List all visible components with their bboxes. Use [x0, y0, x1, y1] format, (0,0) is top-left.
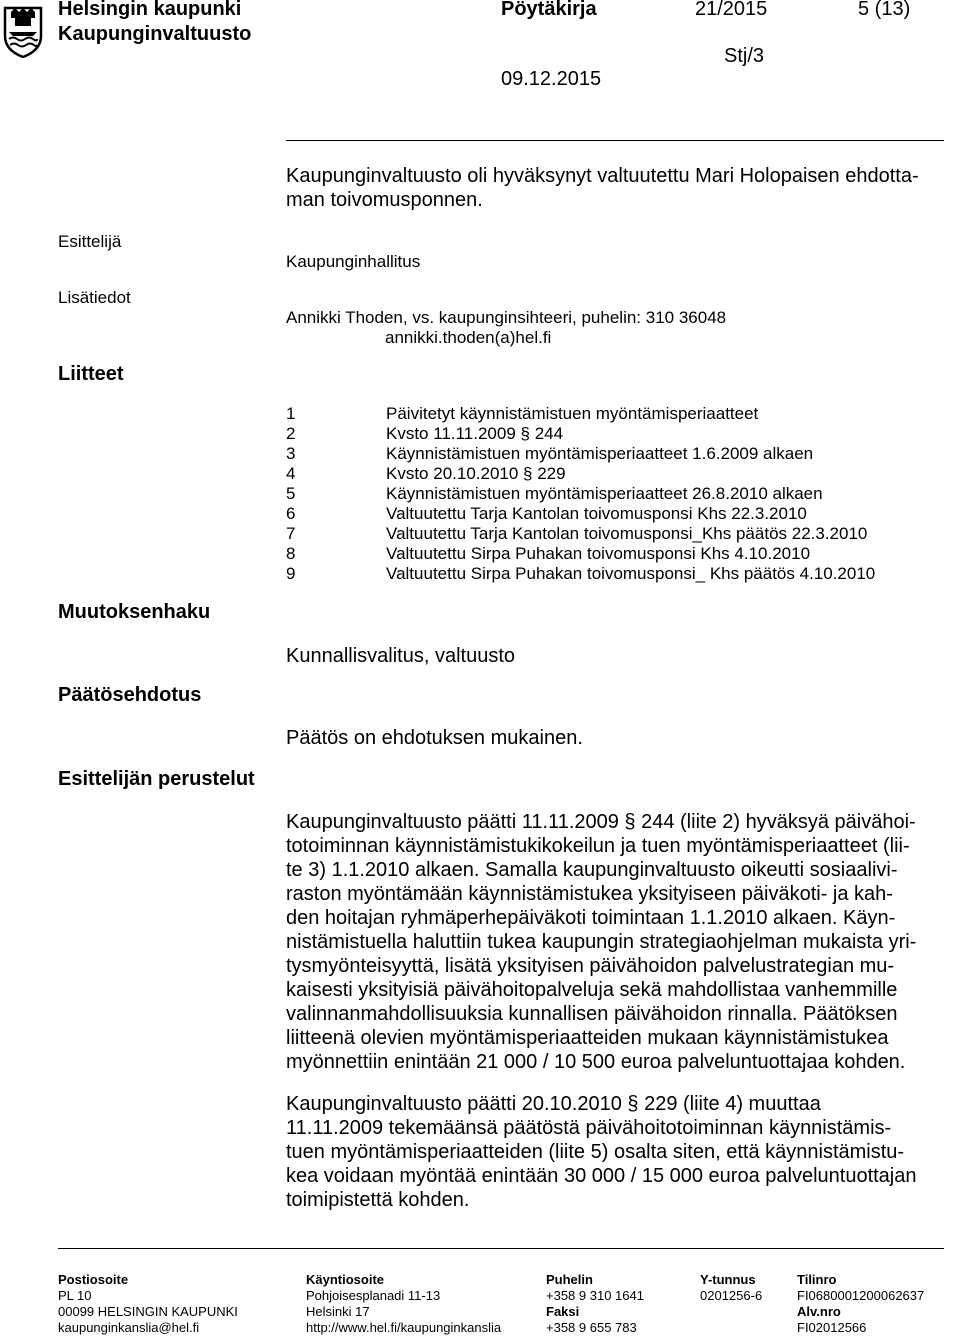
text-line: kea voidaan myöntää enintään 30 000 / 15 000 euroa palveluntuottajan	[286, 1165, 917, 1187]
attachment-item	[286, 424, 563, 444]
attachment-title: Valtuutettu Sirpa Puhakan toivomusponsi Khs 4.10.2010	[386, 544, 811, 563]
perustelut-label: Esittelijän perustelut	[58, 768, 255, 790]
muutoksenhaku-label: Muutoksenhaku	[58, 601, 211, 623]
meeting-date: 09.12.2015	[501, 68, 602, 90]
footer-label: Y-tunnus	[700, 1272, 756, 1287]
text-line: Kaupunginvaltuusto päätti 20.10.2010 § 229 (liite 4) muuttaa	[286, 1093, 821, 1115]
attachment-item	[286, 544, 810, 564]
body-name: Kaupunginvaltuusto	[58, 23, 252, 45]
attachment-item	[286, 564, 875, 584]
attachment-number: 8	[286, 544, 296, 563]
text-line: te 3) 1.1.2010 alkaen. Samalla kaupunginvaltuusto oikeutti sosiaalivi-	[286, 859, 898, 881]
doc-type: Pöytäkirja	[501, 0, 597, 20]
footer-value: 00099 HELSINGIN KAUPUNKI	[58, 1304, 238, 1319]
footer-label: Alv.nro	[797, 1304, 841, 1319]
footer-value: Helsinki 17	[306, 1304, 370, 1319]
attachment-number: 5	[286, 484, 296, 503]
text-line: valinnanmahdollisuuksia kunnallisen päivähoidon rinnalla. Päätöksen	[286, 1003, 898, 1025]
footer-value: Pohjoisesplanadi 11-13	[306, 1288, 441, 1303]
muutoksenhaku-value: Kunnallisvalitus, valtuusto	[286, 645, 516, 667]
attachment-item	[286, 444, 813, 464]
footer-value: PL 10	[58, 1288, 92, 1303]
text-line: nistämistuella haluttiin tukea kaupungin strategiaohjelman mukaista yri-	[286, 931, 917, 953]
attachment-number: 6	[286, 504, 296, 523]
lisatiedot-email: annikki.thoden(a)hel.fi	[385, 328, 552, 347]
attachment-item	[286, 404, 758, 424]
header-rule	[286, 140, 944, 141]
esittelija-label: Esittelijä	[58, 232, 122, 251]
text-line: myönnettiin enintään 21 000 / 10 500 euroa palveluntuottajaa kohden.	[286, 1051, 906, 1073]
page-number: 5 (13)	[858, 0, 911, 20]
attachment-number: 7	[286, 524, 296, 543]
lisatiedot-label: Lisätiedot	[58, 288, 131, 307]
text-line: toimipistettä kohden.	[286, 1189, 470, 1211]
footer-value: FI02012566	[797, 1320, 867, 1335]
footer-business-id	[700, 1272, 762, 1304]
attachment-title: Valtuutettu Tarja Kantolan toivomusponsi Khs 22.3.2010	[386, 504, 807, 523]
esittelija-value: Kaupunginhallitus	[286, 252, 421, 271]
text-line: den hoitajan ryhmäperhepäiväkoti toimintaan 1.1.2010 alkaen. Käyn-	[286, 907, 896, 929]
footer-visiting-address	[306, 1272, 501, 1336]
footer-value: +358 9 655 783	[546, 1320, 637, 1335]
doc-number: 21/2015	[695, 0, 768, 20]
text-line: kaisesti yksityisiä päivähoitopalveluja sekä mahdollistaa vanhemmille	[286, 979, 898, 1001]
intro-line-1: Kaupunginvaltuusto oli hyväksynyt valtuutettu Mari Holopaisen ehdotta-	[286, 165, 919, 187]
text-line: liitteenä olevien myöntämisperiaatteiden mukaan käynnistämistukea	[286, 1027, 889, 1049]
footer-value: FI0680001200062637	[797, 1288, 925, 1303]
footer-rule	[58, 1248, 944, 1249]
text-line: 11.11.2009 tekemäänsä päätöstä päivähoitotoiminnan käynnistämis-	[286, 1117, 892, 1139]
footer-label: Puhelin	[546, 1272, 593, 1287]
attachment-number: 4	[286, 464, 296, 483]
text-line: tuen myöntämisperiaatteiden (liite 5) osalta siten, että käynnistämistu-	[286, 1141, 905, 1163]
section-code: Stj/3	[724, 45, 765, 67]
lisatiedot-contact: Annikki Thoden, vs. kaupunginsihteeri, puhelin: 310 36048	[286, 308, 727, 327]
text-line: raston myöntämään käynnistämistukea yksityiseen päiväkoti- ja kah-	[286, 883, 893, 905]
footer-label: Postiosoite	[58, 1272, 129, 1287]
paatosehdotus-label: Päätösehdotus	[58, 684, 202, 706]
attachment-item	[286, 464, 566, 484]
attachment-title: Valtuutettu Sirpa Puhakan toivomusponsi_ Khs päätös 4.10.2010	[386, 564, 876, 583]
footer-url[interactable]: http://www.hel.fi/kaupunginkanslia	[306, 1320, 502, 1335]
text-line: totoiminnan käynnistämistukikokeilun ja tuen myöntämisperiaatteet (lii-	[286, 835, 910, 857]
footer-value: 0201256-6	[700, 1288, 763, 1303]
attachment-title: Käynnistämistuen myöntämisperiaatteet 1.6.2009 alkaen	[386, 444, 814, 463]
footer-label: Tilinro	[797, 1272, 837, 1287]
footer-label: Faksi	[546, 1304, 580, 1319]
attachment-title: Päivitetyt käynnistämistuen myöntämisperiaatteet	[386, 404, 759, 423]
attachment-number: 9	[286, 564, 296, 583]
footer-label: Käyntiosoite	[306, 1272, 385, 1287]
attachment-item	[286, 484, 823, 504]
liitteet-label: Liitteet	[58, 363, 124, 385]
paatosehdotus-value: Päätös on ehdotuksen mukainen.	[286, 727, 583, 749]
attachment-title: Valtuutettu Tarja Kantolan toivomusponsi_Khs päätös 22.3.2010	[386, 524, 868, 543]
footer-phone	[546, 1272, 644, 1336]
helsinki-crest-logo	[3, 6, 43, 58]
text-line: tysmyönteisyyttä, lisätä yksityisen päivähoidon palvelustrategian mu-	[286, 955, 895, 977]
org-name: Helsingin kaupunki	[58, 0, 242, 20]
attachment-title: Kvsto 11.11.2009 § 244	[386, 424, 564, 443]
text-line: Kaupunginvaltuusto päätti 11.11.2009 § 244 (liite 2) hyväksyä päivähoi-	[286, 811, 916, 833]
attachment-title: Kvsto 20.10.2010 § 229	[386, 464, 566, 483]
attachment-item	[286, 524, 867, 544]
footer-email[interactable]: kaupunginkanslia@hel.fi	[58, 1320, 200, 1335]
footer-value: +358 9 310 1641	[546, 1288, 644, 1303]
attachment-number: 1	[286, 404, 296, 423]
attachment-item	[286, 504, 807, 524]
footer-postal-address	[58, 1272, 238, 1336]
attachment-number: 3	[286, 444, 296, 463]
footer-account	[797, 1272, 924, 1336]
attachment-title: Käynnistämistuen myöntämisperiaatteet 26.8.2010 alkaen	[386, 484, 823, 503]
intro-line-2: man toivomusponnen.	[286, 189, 483, 211]
attachment-number: 2	[286, 424, 296, 443]
